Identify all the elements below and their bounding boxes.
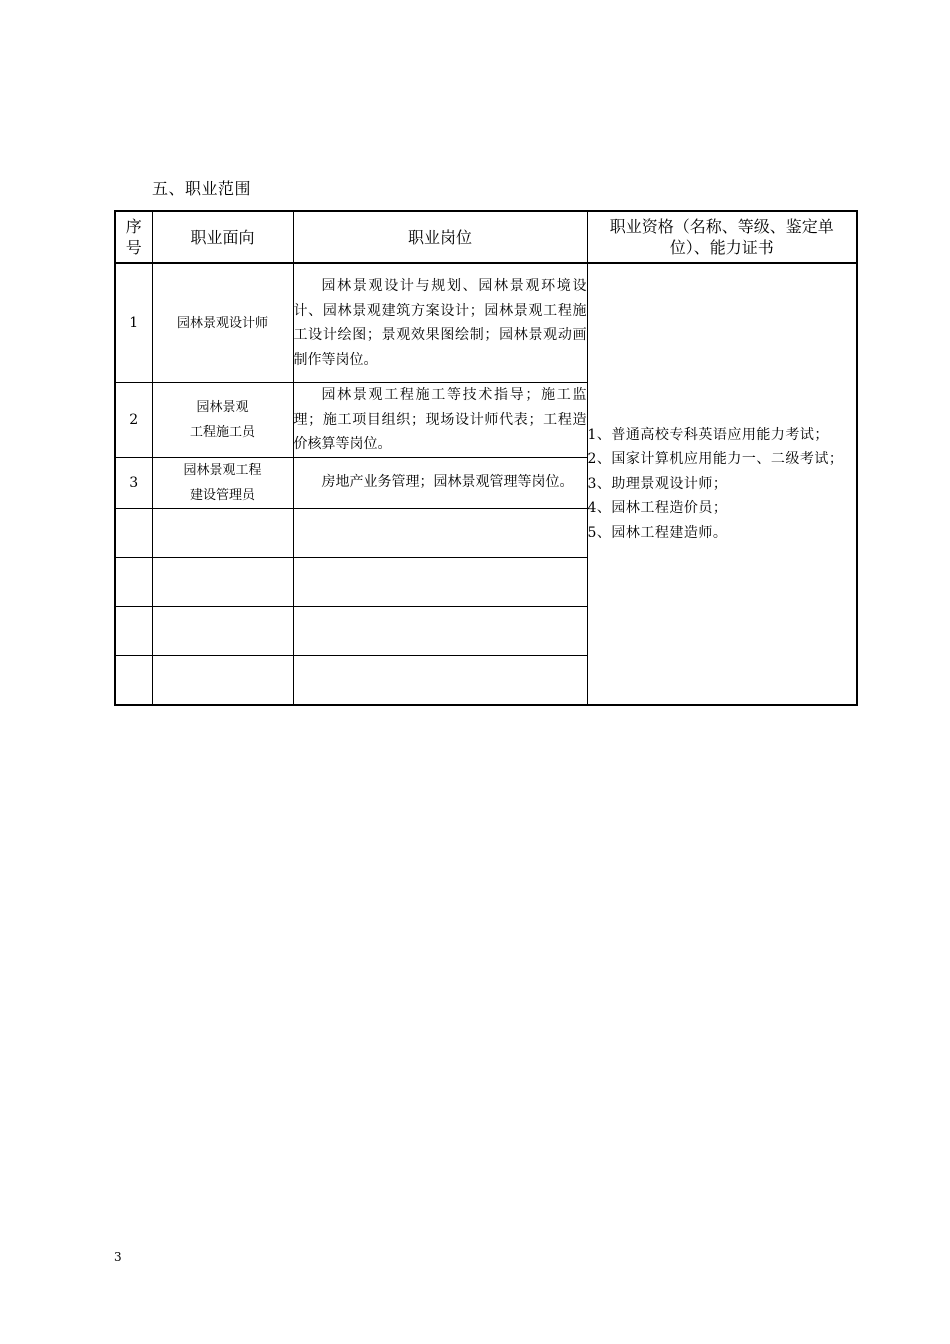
- empty-cell: [293, 508, 587, 557]
- row-direction: [152, 457, 293, 508]
- empty-cell: [152, 508, 293, 557]
- row-position: [293, 263, 587, 383]
- row-seq: 3: [115, 457, 152, 508]
- position-text: 园林景观设计与规划、园林景观环境设计、园林景观建筑方案设计；园林景观工程施工设计绘图；景观效果图绘制；园林景观动画制作等岗位。: [293, 278, 587, 368]
- row-seq: 2: [115, 383, 152, 458]
- empty-cell: [115, 508, 152, 557]
- table-row: [115, 263, 857, 383]
- direction-line: 园林景观工程: [183, 462, 262, 478]
- position-text: 房地产业务管理；园林景观管理等岗位。: [321, 474, 574, 491]
- direction-line: 工程施工员: [189, 424, 255, 440]
- empty-cell: [152, 655, 293, 705]
- qualification-item: 3、助理景观设计师；: [587, 475, 728, 492]
- empty-cell: [152, 557, 293, 606]
- section-title: 五、职业范围: [152, 179, 252, 198]
- header-seq: 序号: [115, 211, 152, 263]
- page-number: 3: [114, 1250, 122, 1264]
- qualification-item: 1、普通高校专科英语应用能力考试；: [587, 426, 829, 443]
- header-position: 职业岗位: [293, 211, 587, 263]
- table-header-row: [115, 211, 857, 263]
- empty-cell: [115, 606, 152, 655]
- empty-cell: [293, 655, 587, 705]
- qualification-cell: [587, 263, 857, 705]
- qualification-item: 5、园林工程建造师。: [587, 524, 728, 541]
- position-text: 园林景观工程施工等技术指导；施工监理；施工项目组织；现场设计师代表；工程造价核算等岗位。: [293, 387, 587, 452]
- empty-cell: [293, 606, 587, 655]
- row-position: [293, 457, 587, 508]
- empty-cell: [293, 557, 587, 606]
- direction-line: 园林景观: [196, 399, 249, 415]
- empty-cell: [115, 557, 152, 606]
- empty-cell: [115, 655, 152, 705]
- qualification-item: 4、园林工程造价员；: [587, 500, 728, 516]
- row-seq: 1: [115, 263, 152, 383]
- qualification-item: 2、国家计算机应用能力一、二级考试；: [587, 451, 844, 467]
- direction-line: 园林景观设计师: [176, 315, 268, 331]
- direction-line: 建设管理员: [189, 487, 255, 503]
- row-direction: [152, 383, 293, 458]
- empty-cell: [152, 606, 293, 655]
- occupation-scope-table: [114, 210, 858, 706]
- row-direction: [152, 263, 293, 383]
- row-position: [293, 383, 587, 458]
- header-qualification: 职业资格（名称、等级、鉴定单位）、能力证书: [587, 211, 857, 263]
- header-direction: 职业面向: [152, 211, 293, 263]
